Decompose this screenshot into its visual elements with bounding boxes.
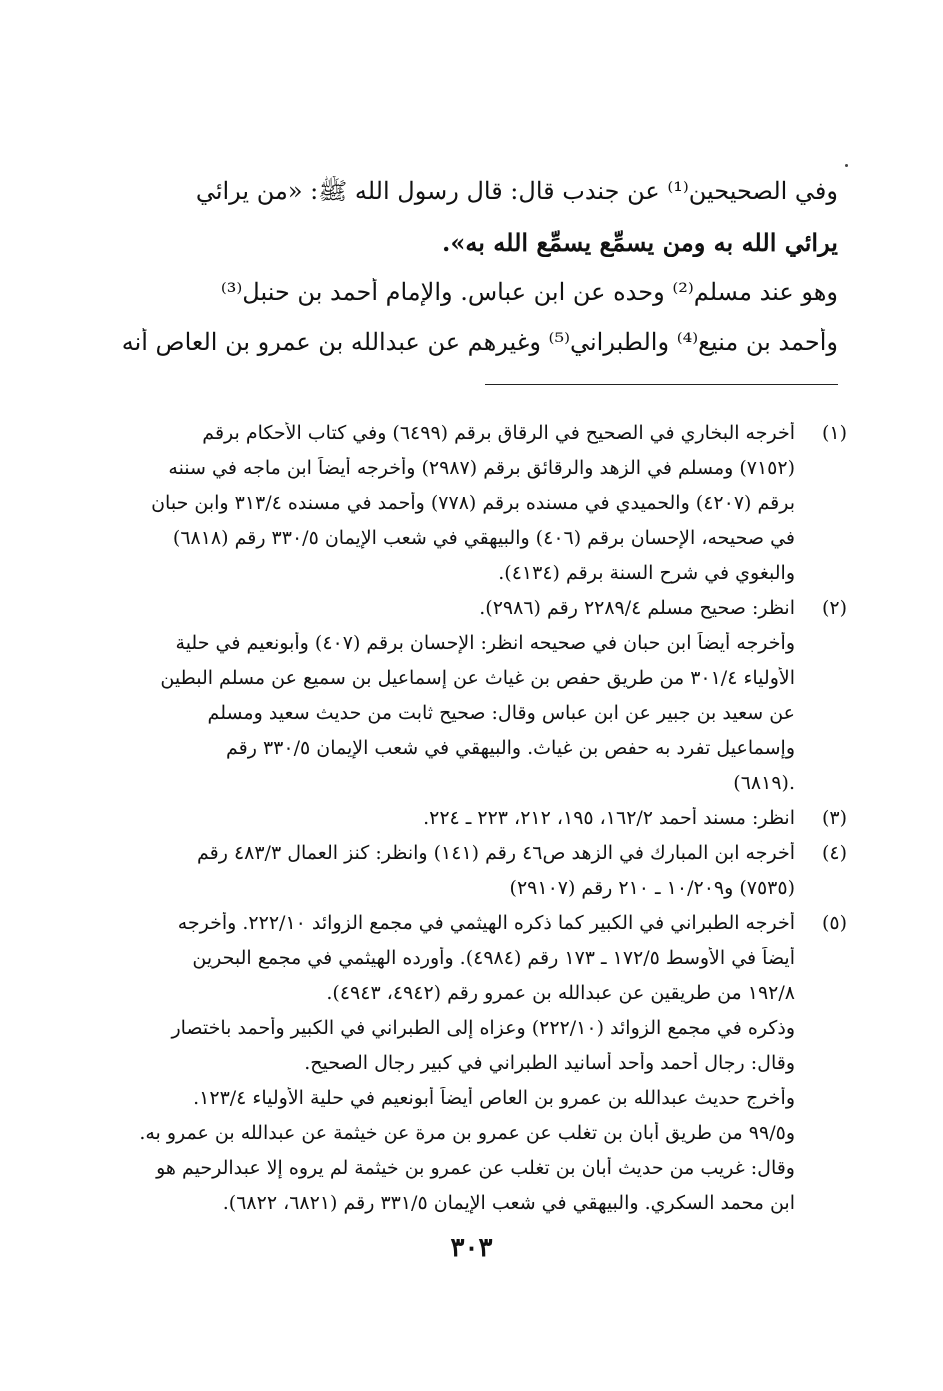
footnote-1-line: (٧١٥٢) ومسلم في الزهد والرقائق برقم (٢٩٨٧) وأخرجه أيضاً ابن ماجه في سننه xyxy=(168,457,795,479)
footnote-1-line: والبغوي في شرح السنة برقم (٤١٣٤). xyxy=(498,562,795,584)
footnote-1-line: في صحيحه، الإحسان برقم (٤٠٦) والبيهقي في شعب الإيمان ٣٣٠/٥ رقم (٦٨١٨) xyxy=(172,527,795,549)
footnote-1-line: أخرجه البخاري في الصحيح في الرقاق برقم (٦٤٩٩) وفي كتاب الأحكام برقم xyxy=(202,422,795,444)
footnote-5-line: أخرجه الطبراني في الكبير كما ذكره الهيثمي في مجمع الزوائد ٢٢٢/١٠. وأخرجه xyxy=(177,912,795,934)
footnote-2-line: عن سعيد بن جبير عن ابن عباس وقال: صحيح ثابت من حديث سعيد ومسلم xyxy=(207,702,795,724)
footnote-5-line: وقال: رجال أحمد وأحد أسانيد الطبراني في كبير رجال الصحيح. xyxy=(304,1052,795,1074)
footnote-5-line: ابن محمد السكري. والبيهقي في شعب الإيمان ٣٣١/٥ رقم (٦٨٢١، ٦٨٢٢). xyxy=(222,1192,795,1214)
main-line-2: يرائي الله به ومن يسمِّع يسمِّع الله به». xyxy=(442,228,838,257)
footnote-5-line: وقال: غريب من حديث أبان بن تغلب عن عمرو بن خيثمة لم يروه إلا عبدالرحيم هو xyxy=(156,1157,795,1179)
margin-dot xyxy=(845,164,848,167)
footnote-3-line: انظر: مسند أحمد ١٦٢/٢، ١٩٥، ٢١٢، ٢٢٣ ـ ٢٢٤. xyxy=(423,807,795,829)
footnote-2-line: انظر: صحيح مسلم ٢٢٨٩/٤ رقم (٢٩٨٦). xyxy=(479,597,795,619)
footnote-1-line: برقم (٤٢٠٧) والحميدي في مسنده برقم (٧٧٨) وأحمد في مسنده ٣١٣/٤ وابن حبان xyxy=(151,492,795,514)
footnote-5-line: وأخرج حديث عبدالله بن عمرو بن العاص أيضاً أبونعيم في حلية الأولياء ١٢٣/٤. xyxy=(193,1087,795,1109)
footnote-2-line: وأخرجه أيضاً ابن حبان في صحيحه انظر: الإحسان برقم (٤٠٧) وأبونعيم في حلية xyxy=(175,632,795,654)
footnote-2-line: (٦٨١٩). xyxy=(733,772,795,794)
footnote-3-number: (٣) xyxy=(821,807,847,829)
footnote-2-line: وإسماعيل تفرد به حفص بن غياث. والبيهقي في شعب الإيمان ٣٣٠/٥ رقم xyxy=(226,737,795,759)
footnote-2-line: الأولياء ٣٠١/٤ من طريق حفص بن غياث عن إسماعيل بن سميع عن مسلم البطين xyxy=(160,667,795,689)
main-line-4: وأحمد بن منيع⁽⁴⁾ والطبراني⁽⁵⁾ وغيرهم عن عبدالله بن عمرو بن العاص أنه xyxy=(121,328,838,356)
footnote-2-number: (٢) xyxy=(821,597,847,619)
footnote-separator xyxy=(485,384,838,385)
footnote-4-line: أخرجه ابن المبارك في الزهد ص٤٦ رقم (١٤١) وانظر: كنز العمال ٤٨٣/٣ رقم xyxy=(196,842,795,864)
footnote-5-line: وذكره في مجمع الزوائد (٢٢٢/١٠) وعزاه إلى الطبراني في الكبير وأحمد باختصار xyxy=(171,1017,795,1039)
footnote-4-number: (٤) xyxy=(821,842,847,864)
footnote-4-line: (٧٥٣٥) و١٠/٢٠٩ ـ ٢١٠ رقم (٢٩١٠٧) xyxy=(509,877,795,899)
footnote-5-line: و٩٩/٥ من طريق أبان بن تغلب عن عمرو بن مرة عن خيثمة عن عبدالله بن عمرو به. xyxy=(139,1122,795,1144)
main-line-3: وهو عند مسلم⁽²⁾ وحده عن ابن عباس. والإمام أحمد بن حنبل⁽³⁾ xyxy=(220,278,838,306)
page-number: ٣٠٣ xyxy=(450,1233,493,1263)
footnote-5-line: ١٩٢/٨ من طريقين عن عبدالله بن عمرو رقم (٤٩٤٢، ٤٩٤٣). xyxy=(326,982,795,1004)
footnote-5-number: (٥) xyxy=(821,912,847,934)
main-line-1: وفي الصحيحين⁽¹⁾ عن جندب قال: قال رسول الله ﷺ: «من يرائي xyxy=(195,177,838,205)
footnote-5-line: أيضاً في الأوسط ١٧٢/٥ ـ ١٧٣ رقم (٤٩٨٤). وأورده الهيثمي في مجمع البحرين xyxy=(192,947,795,969)
footnote-1-number: (١) xyxy=(821,422,847,444)
